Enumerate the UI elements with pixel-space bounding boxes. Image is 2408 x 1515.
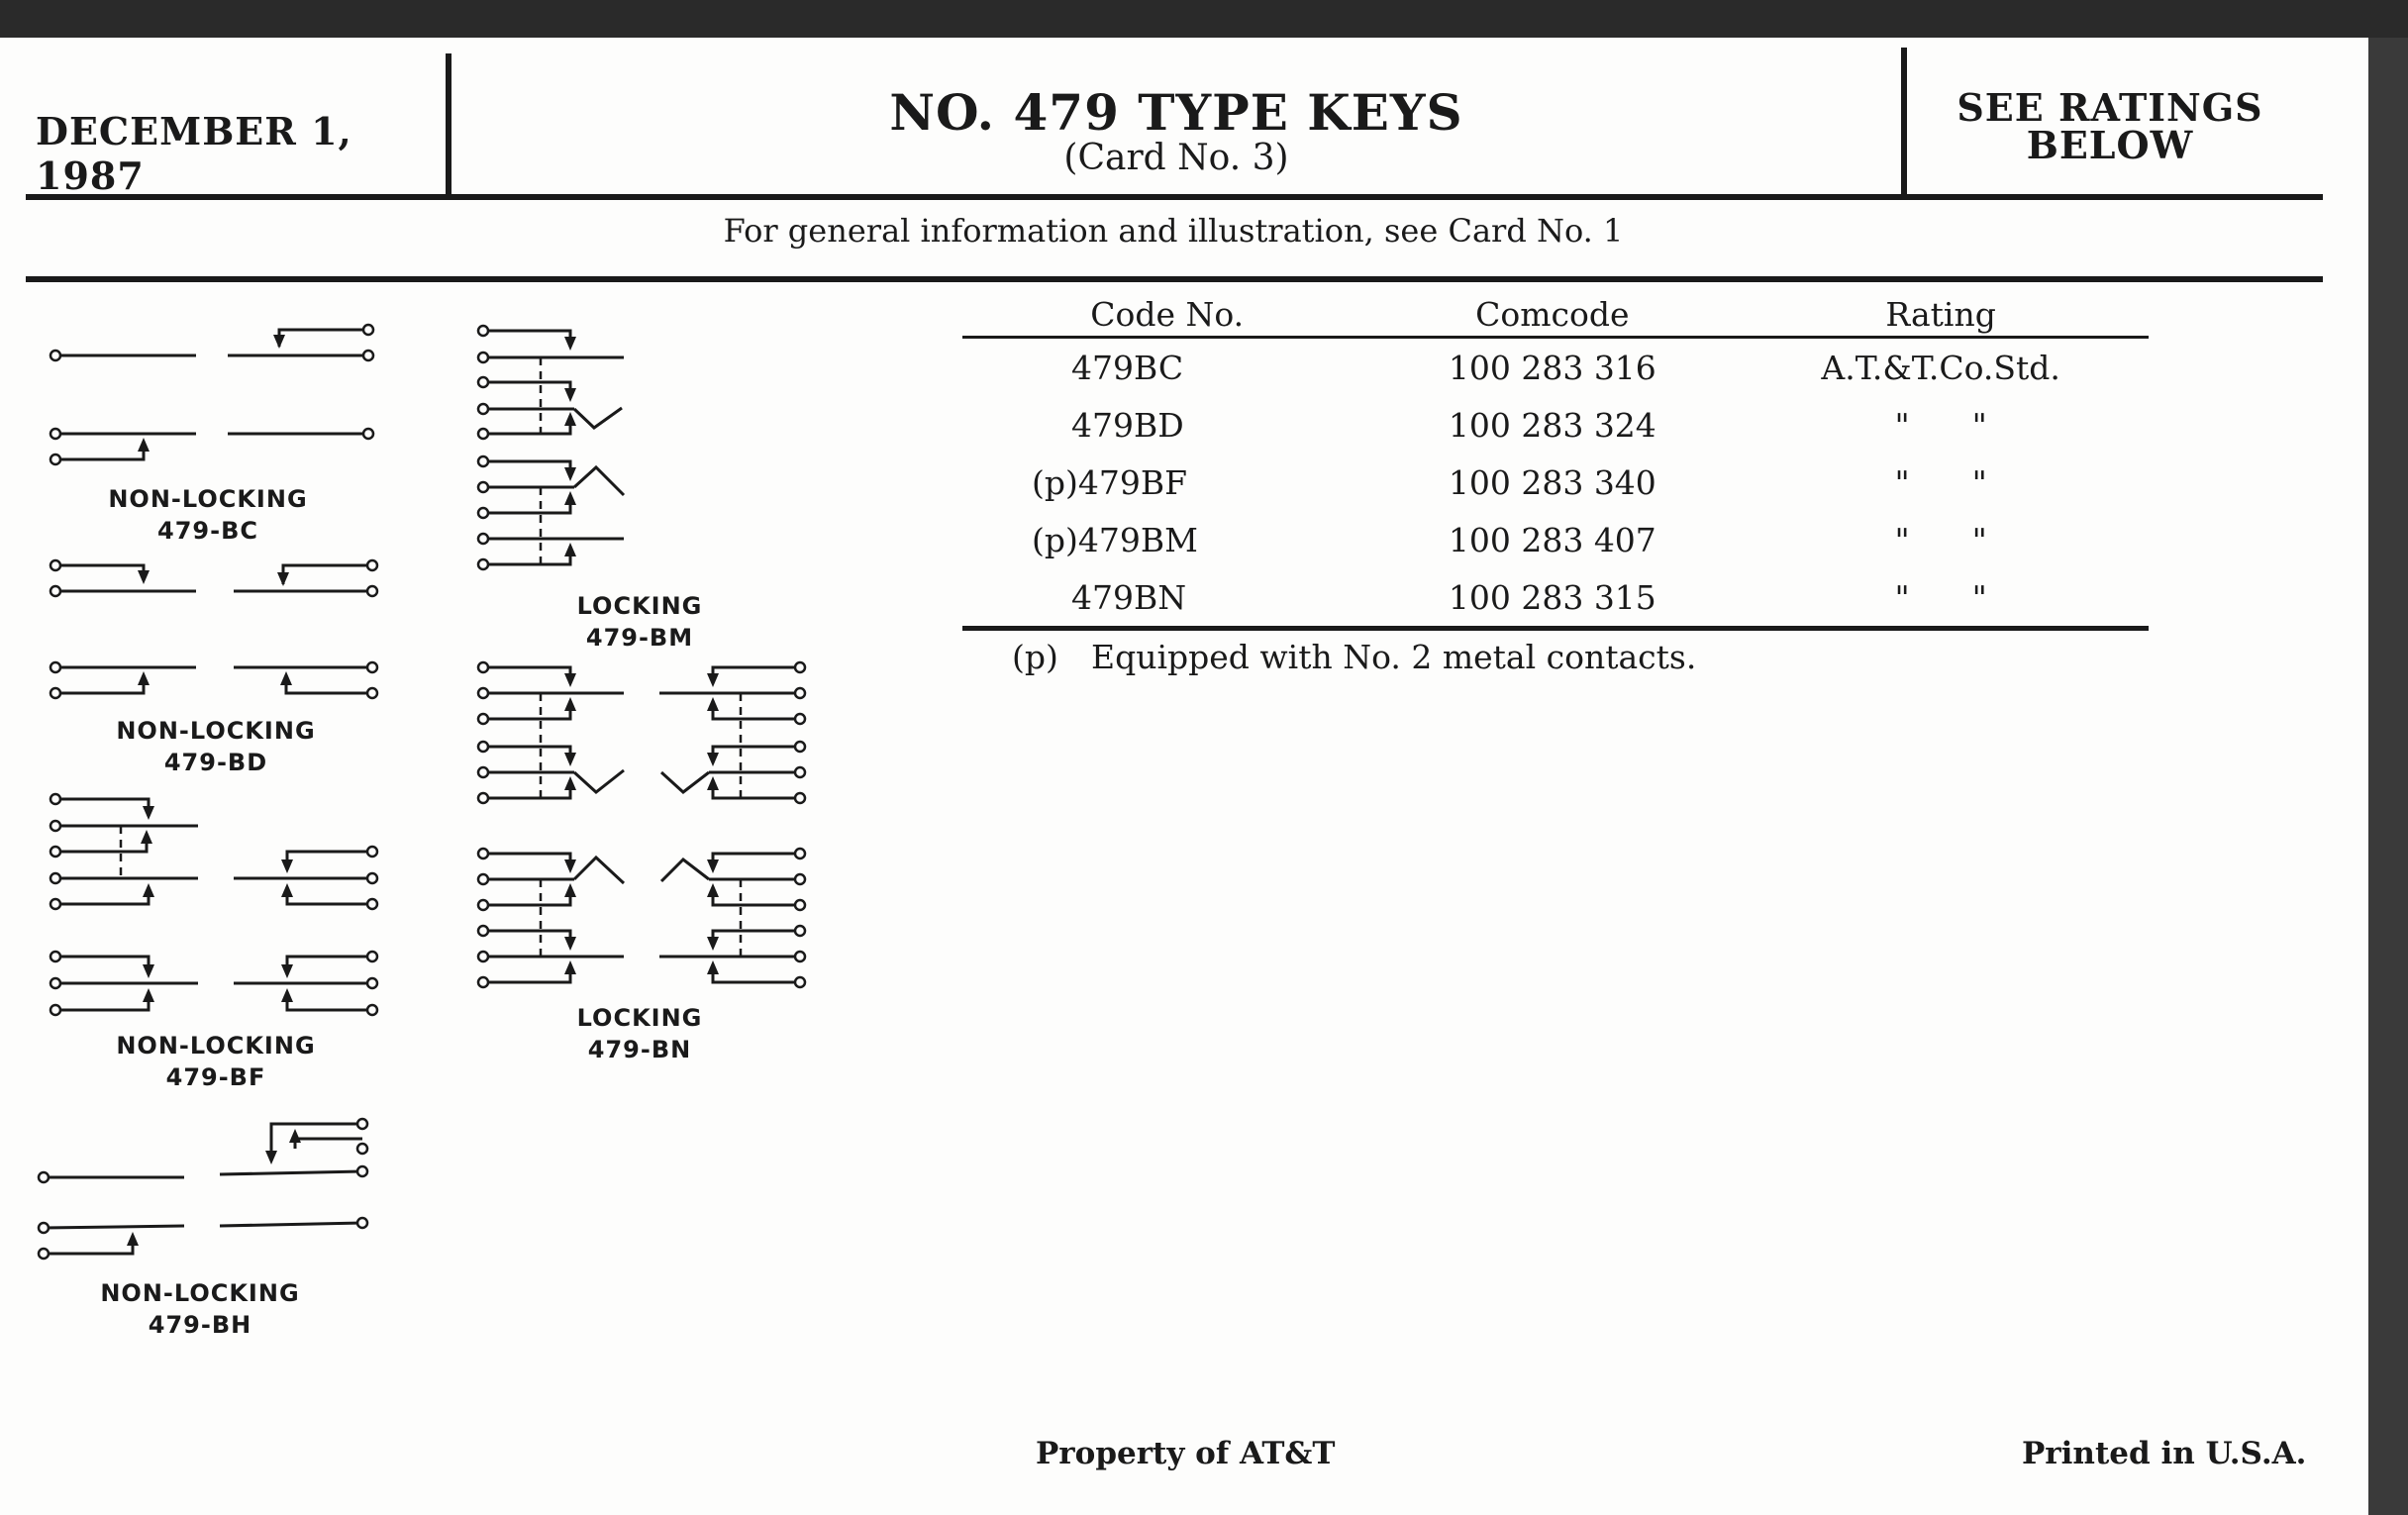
label-479-bd bbox=[87, 715, 345, 778]
label-479-bd-code: 479-BD bbox=[163, 749, 268, 776]
cell-rating: " " bbox=[1894, 405, 1987, 445]
label-479-bn-type: LOCKING bbox=[576, 1004, 703, 1032]
label-479-bh-code: 479-BH bbox=[148, 1311, 252, 1339]
label-479-bn-code: 479-BN bbox=[587, 1036, 692, 1063]
cell-rating: " " bbox=[1894, 462, 1987, 502]
footnote bbox=[1012, 638, 1696, 676]
label-479-bh-type: NON-LOCKING bbox=[100, 1279, 300, 1307]
cell-comcode: 100 283 316 bbox=[1448, 348, 1656, 387]
cell-code: 479BC bbox=[1071, 348, 1184, 387]
label-479-bc bbox=[79, 483, 337, 547]
cell-rating: " " bbox=[1894, 520, 1987, 559]
cell-comcode: 100 283 315 bbox=[1371, 568, 1733, 629]
ratings-line-2: BELOW bbox=[2026, 123, 2194, 167]
header-rating: Rating bbox=[1733, 291, 2149, 338]
diagram-479-bc bbox=[50, 325, 377, 596]
label-479-bf-type: NON-LOCKING bbox=[116, 1032, 316, 1060]
cell-rating: " " bbox=[1733, 568, 2149, 629]
cell-code: (p)479BF bbox=[1032, 462, 1188, 502]
ratings-line-1: SEE RATINGS bbox=[1956, 85, 2263, 130]
diagram-479-bd bbox=[50, 662, 377, 698]
cell-code: 479BD bbox=[1071, 405, 1184, 445]
key-wiring-diagrams bbox=[0, 0, 891, 1386]
label-479-bd-type: NON-LOCKING bbox=[116, 717, 316, 745]
footnote-mark: (p) bbox=[1012, 638, 1058, 676]
footnote-text: Equipped with No. 2 metal contacts. bbox=[1091, 638, 1697, 676]
diagram-479-bn bbox=[478, 662, 805, 987]
footer-property: Property of AT&T bbox=[1036, 1436, 1336, 1471]
card-edge bbox=[2368, 38, 2408, 1515]
cell-comcode: 100 283 407 bbox=[1448, 520, 1656, 559]
card-title: NO. 479 TYPE KEYS bbox=[889, 83, 1463, 142]
diagram-479-bh bbox=[39, 1119, 367, 1259]
header-comcode: Comcode bbox=[1371, 291, 1733, 338]
table-row bbox=[962, 338, 2149, 397]
label-479-bf-code: 479-BF bbox=[165, 1063, 266, 1091]
table-row bbox=[962, 454, 2149, 511]
code-table bbox=[962, 291, 2149, 631]
table-row bbox=[962, 568, 2149, 629]
cell-code: (p)479BM bbox=[1032, 520, 1198, 559]
cell-code: 479BN bbox=[962, 568, 1371, 629]
card-number: (Card No. 3) bbox=[1063, 138, 1289, 178]
ratings-note bbox=[1907, 85, 2313, 167]
table-header-row bbox=[962, 291, 2149, 338]
header-code-no: Code No. bbox=[962, 291, 1371, 338]
label-479-bn bbox=[511, 1002, 768, 1065]
diagram-479-bm bbox=[478, 326, 624, 569]
cell-comcode: 100 283 324 bbox=[1448, 405, 1656, 445]
table-row bbox=[962, 396, 2149, 454]
cell-comcode: 100 283 340 bbox=[1448, 462, 1656, 502]
label-479-bc-code: 479-BC bbox=[157, 517, 258, 545]
footer-printed: Printed in U.S.A. bbox=[2022, 1436, 2307, 1471]
card-date: DECEMBER 1, 1987 bbox=[36, 109, 352, 198]
table-row bbox=[962, 511, 2149, 568]
label-479-bm-type: LOCKING bbox=[576, 592, 703, 620]
label-479-bf bbox=[87, 1030, 345, 1093]
label-479-bh bbox=[71, 1277, 329, 1341]
label-479-bm-code: 479-BM bbox=[585, 624, 694, 652]
label-479-bm bbox=[511, 590, 768, 654]
diagram-479-bf bbox=[50, 794, 377, 1015]
label-479-bc-type: NON-LOCKING bbox=[108, 485, 308, 513]
cell-rating: A.T.&T.Co.Std. bbox=[1821, 348, 2060, 387]
general-info-line: For general information and illustration, see Card No. 1 bbox=[723, 212, 1624, 250]
